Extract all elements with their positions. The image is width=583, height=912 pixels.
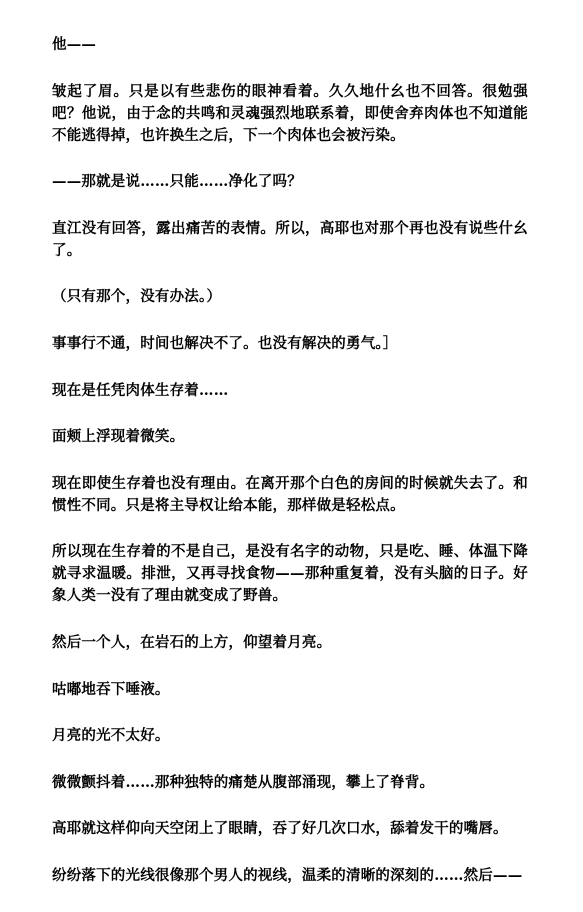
paragraph: 直江没有回答，露出痛苦的表情。所以，高耶也对那个再也没有说些什幺了。 <box>52 219 528 259</box>
document-body <box>52 34 528 912</box>
paragraph: 高耶就这样仰向天空闭上了眼睛，吞了好几次口水，舔着发干的嘴唇。 <box>52 820 508 838</box>
paragraph: 面颊上浮现着微笑。 <box>52 428 185 446</box>
paragraph: 然后一个人，在岩石的上方，仰望着月亮。 <box>52 633 332 651</box>
paragraph: （只有那个，没有办法。） <box>52 288 222 306</box>
paragraph: ——那就是说……只能……净化了吗？ <box>52 173 302 191</box>
paragraph: 他—— <box>52 36 97 53</box>
paragraph: 所以现在生存着的不是自己，是没有名字的动物，只是吃、睡、体温下降就寻求温暖。排泄，又再寻找食物——那种重复着，没有头脑的日子。好象人类一没有了理由就变成了野兽。 <box>52 543 528 605</box>
paragraph: 现在是任凭肉体生存着…… <box>52 381 229 399</box>
paragraph: 咕嘟地吞下唾液。 <box>52 680 170 698</box>
paragraph: 微微颤抖着……那种独特的痛楚从腹部涌现，攀上了脊背。 <box>52 773 435 791</box>
paragraph: 皱起了眉。只是以有些悲伤的眼神看着。久久地什幺也不回答。很勉强吧？他说，由于念的共鸣和灵魂强烈地联系着，即使舍弃肉体也不知道能不能逃得掉，也许换生之后，下一个肉体也会被污染。 <box>52 82 528 144</box>
paragraph: 事事行不通，时间也解决不了。也没有解决的勇气。］ <box>52 334 398 352</box>
paragraph: 月亮的光不太好。 <box>52 727 170 745</box>
paragraph: 现在即使生存着也没有理由。在离开那个白色的房间的时候就失去了。和惯性不同。只是将主导权让给本能，那样做是轻松点。 <box>52 474 528 514</box>
paragraph: 纷纷落下的光线很像那个男人的视线，温柔的清晰的深刻的……然后—— <box>52 866 523 884</box>
